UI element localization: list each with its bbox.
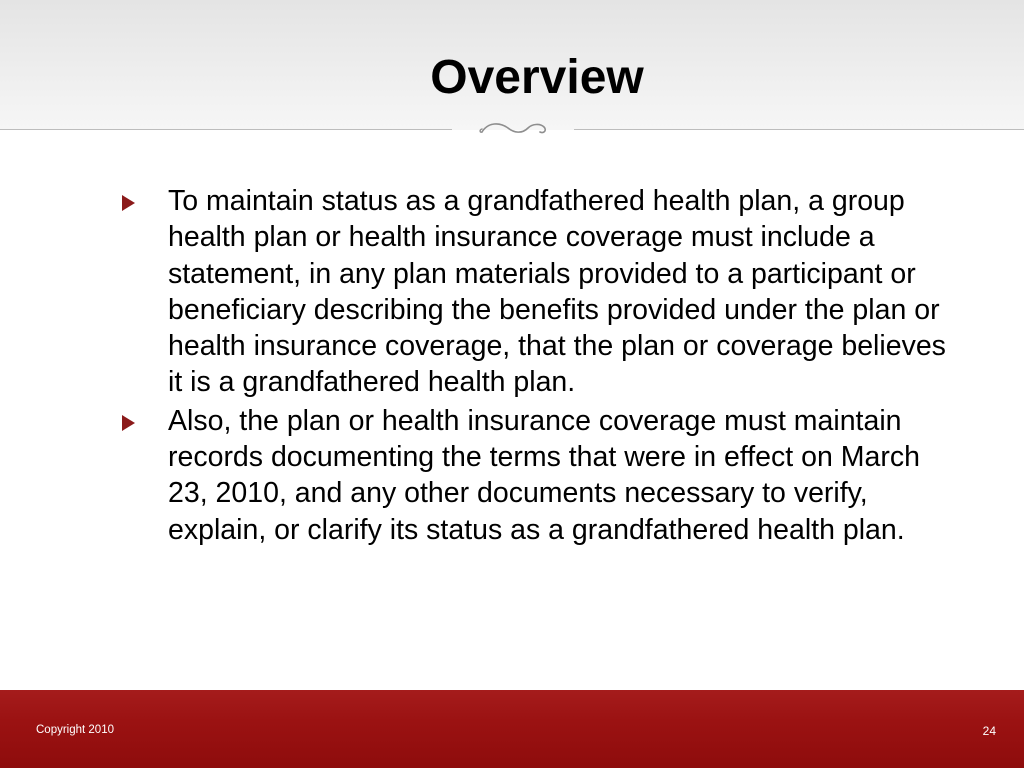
title-divider-left [0,129,452,130]
bullet-text: To maintain status as a grandfathered health plan, a group health plan or health insurance coverage must include a statement, in any plan materials provided to a participant or beneficiary describing the benefits provided under the plan or health insurance coverage, that the plan or coverage believes it is a grandfathered health plan. [168,185,946,399]
footer-bar [0,690,1024,768]
triangle-bullet-icon [122,195,135,211]
copyright-text: Copyright 2010 [36,724,114,736]
triangle-bullet-icon [122,415,135,431]
bullet-item [118,183,958,401]
bullet-item [118,403,958,548]
slide-title: Overview [430,51,644,104]
swirl-flourish-icon [474,118,554,140]
title-divider-right [574,129,1024,130]
page-number: 24 [982,724,996,738]
bullet-text: Also, the plan or health insurance coverage must maintain records documenting the terms that were in effect on March 23, 2010, and any other documents necessary to verify, explain, or clarify its status as a grandfathered health plan. [168,404,920,546]
bullet-list [118,183,958,550]
